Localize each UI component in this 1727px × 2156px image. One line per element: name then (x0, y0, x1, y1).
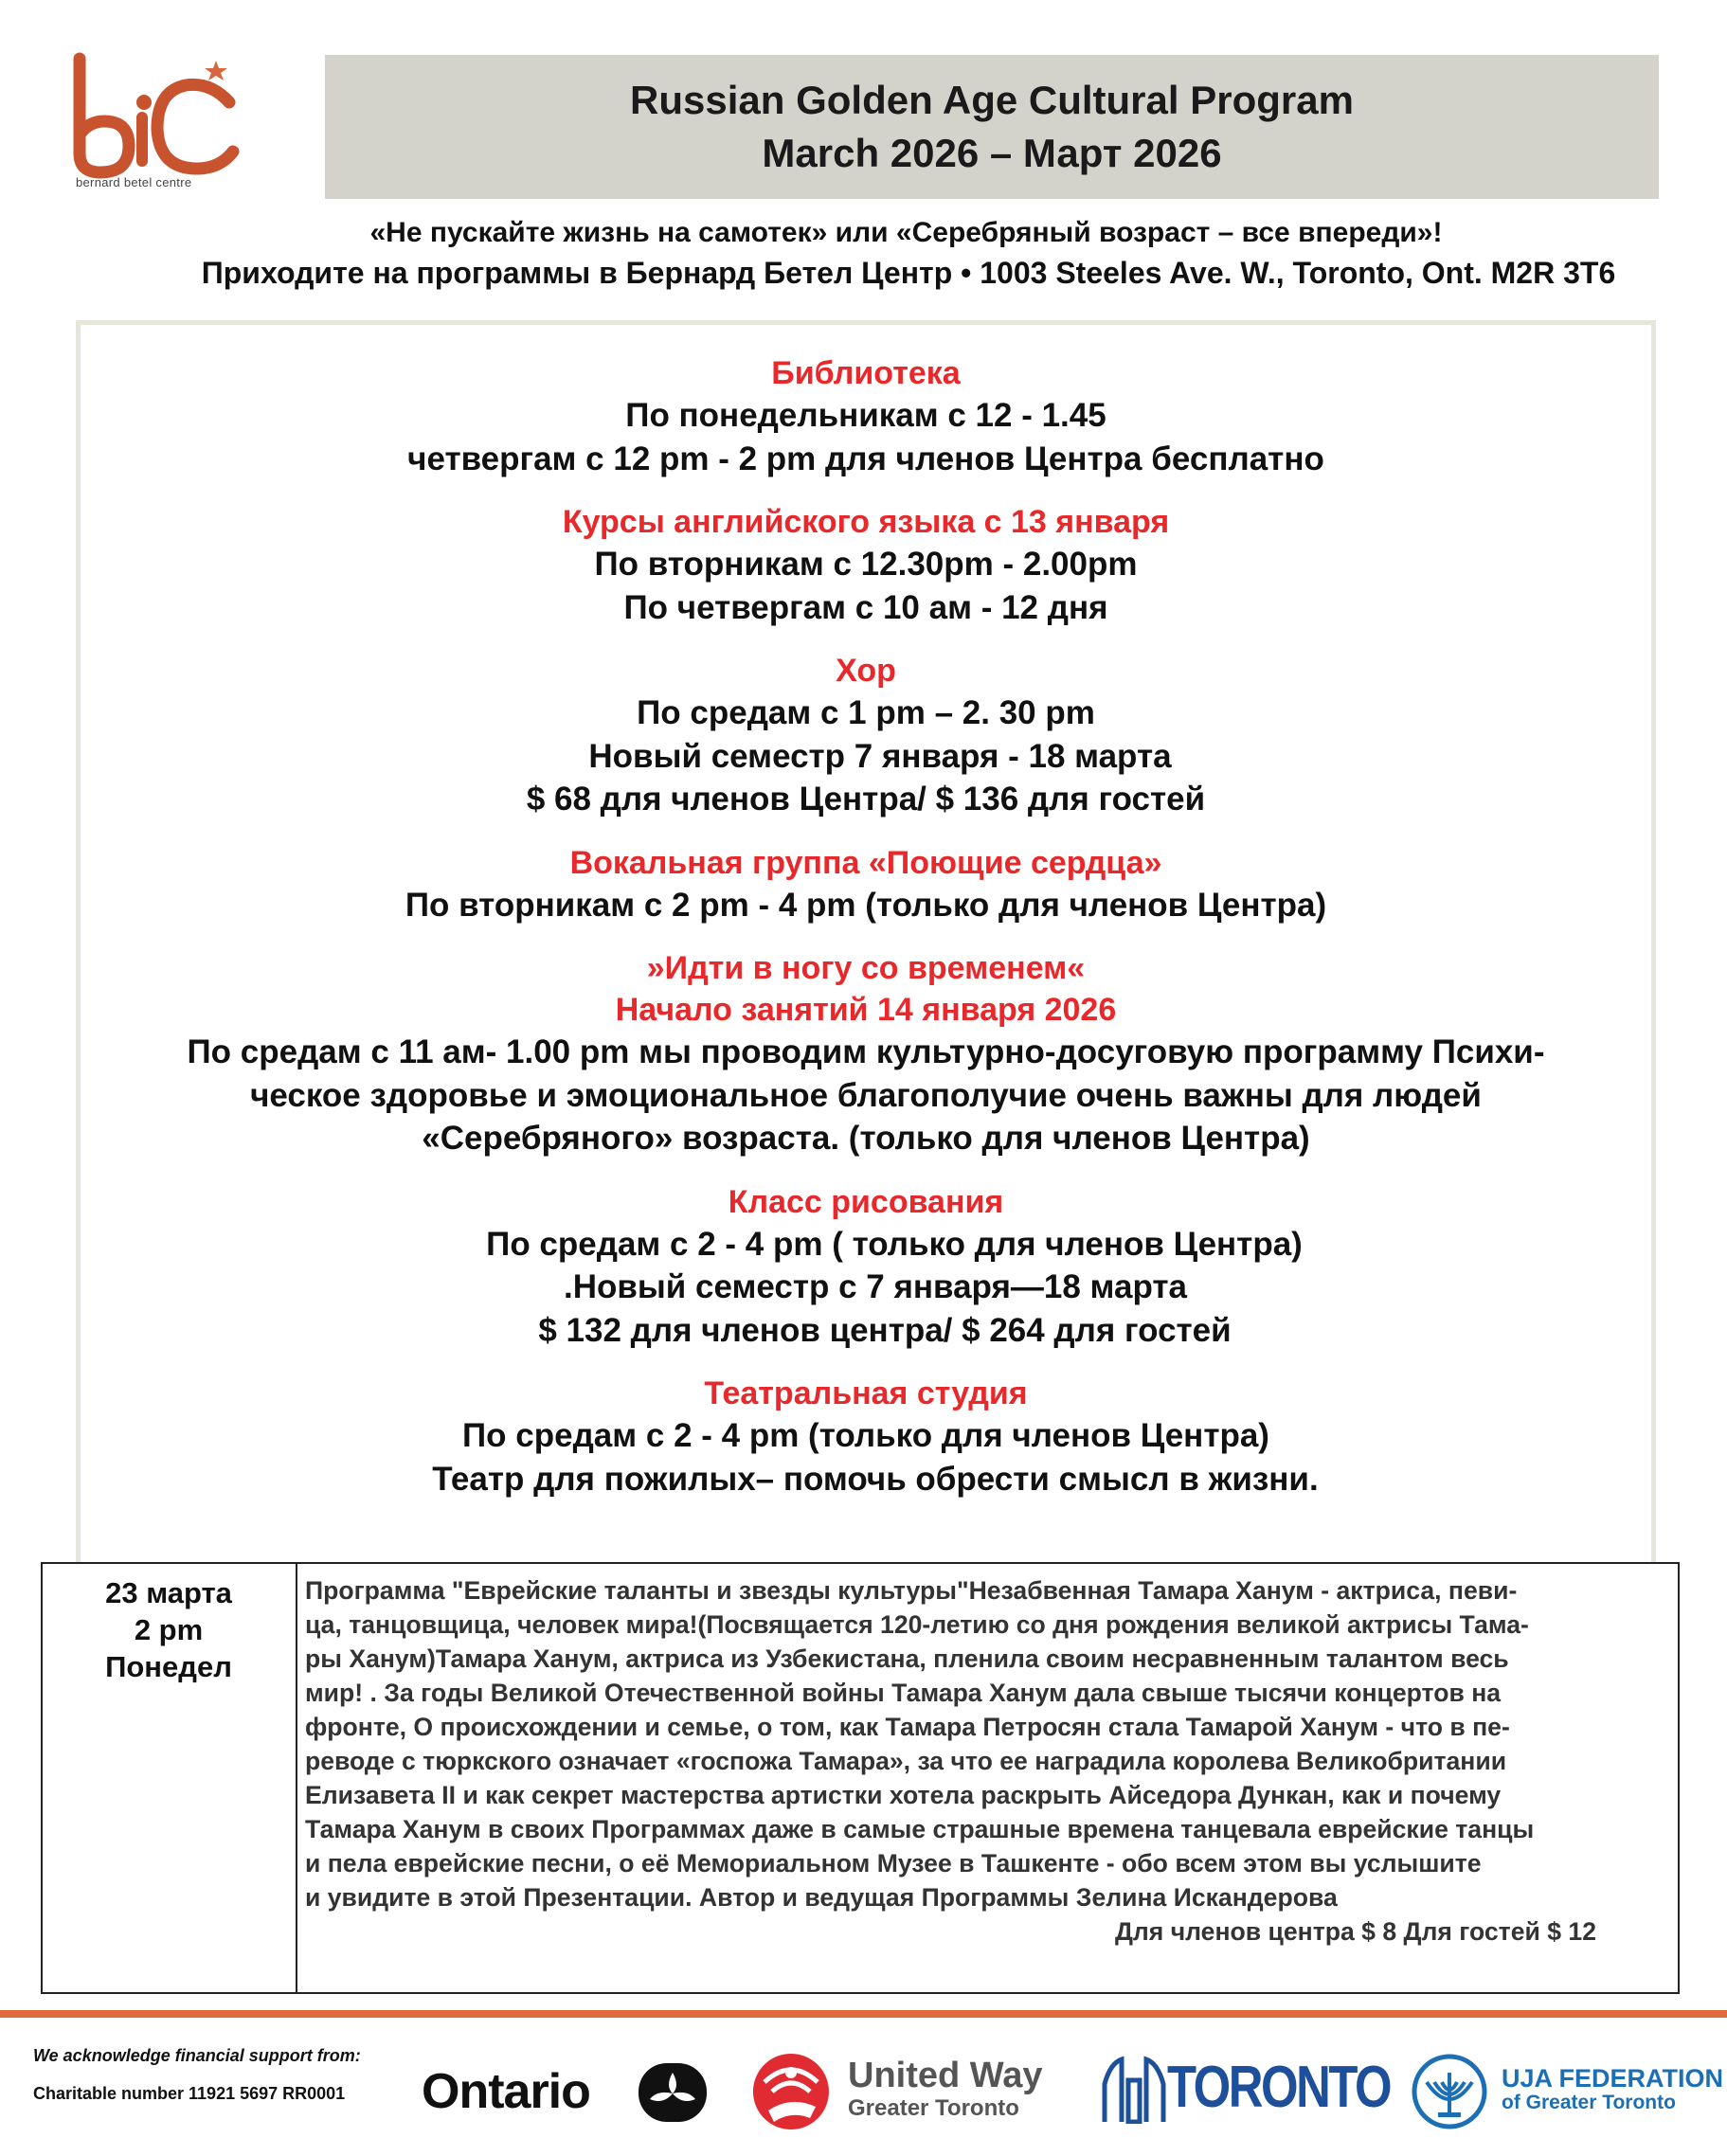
logo-brand-text: bernard betel centre (76, 175, 192, 189)
intro (0, 214, 1727, 294)
uja-name: UJA FEDERATION (1502, 2064, 1724, 2093)
section-line: По средам с 11 ам- 1.00 pm мы проводим культурно-досуговую программу Психи- (187, 1033, 1545, 1070)
united-way-name: United Way (848, 2056, 1043, 2095)
event-description-line: реводе с тюркского означает «госпожа Тамара», за что ее наградила королева Великобритании (305, 1747, 1507, 1775)
uja-menorah-icon (1412, 2054, 1487, 2129)
section-drawing-class (81, 1181, 1651, 1353)
event-description-line: мир! . За годы Великой Отечественной войны Тамара Ханум дала свыше тысячи концертов на (305, 1679, 1502, 1707)
section-vocal-group (81, 842, 1651, 927)
event-date-cell (43, 1574, 295, 1685)
section-english-courses (81, 501, 1651, 629)
uja-federation-text (1502, 2065, 1723, 2114)
event-description-line: ца, танцовщица, человек мира!(Посвящается 120-летию со дня рождения великой актрисы Тама- (305, 1610, 1529, 1639)
acknowledgement-text: We acknowledge financial support from: (33, 2046, 361, 2065)
section-subtitle: Начало занятий 14 января 2026 (615, 992, 1117, 1028)
ontario-logo-text: Ontario (422, 2064, 590, 2119)
united-way-hand-icon (744, 2044, 838, 2139)
united-way-region: Greater Toronto (848, 2095, 1019, 2121)
section-keep-pace (81, 947, 1651, 1160)
event-description-line: и увидите в этой Презентации. Автор и ведущая Программы Зелина Искандерова (305, 1883, 1338, 1912)
intro-address: Приходите на программы в Бернард Бетел Центр • 1003 Steeles Ave. W., Toronto, Ont. M2R 3T6 (201, 256, 1616, 290)
section-title: Театральная студия (704, 1375, 1028, 1411)
section-line: .Новый семестр с 7 января—18 марта (564, 1268, 1187, 1305)
section-choir (81, 650, 1651, 821)
toronto-city-hall-icon (1101, 2056, 1167, 2124)
event-description-line: Елизавета II и как секрет мастерства артистки хотела раскрыть Айседора Дункан, как и почему (305, 1781, 1502, 1809)
section-line: По средам с 2 - 4 pm (только для членов Центра) (462, 1417, 1269, 1454)
section-line: По средам с 2 - 4 pm ( только для членов Центра) (486, 1225, 1303, 1263)
section-title: Хор (836, 653, 896, 689)
section-library (81, 352, 1651, 480)
section-line: $ 68 для членов Центра/ $ 136 для гостей (526, 781, 1206, 817)
header-band (325, 55, 1659, 199)
section-line: «Серебряного» возраста. (только для членов Центра) (422, 1120, 1310, 1157)
section-line: По вторникам с 2 pm - 4 pm (только для членов Центра) (405, 886, 1327, 924)
event-time: 2 pm (134, 1613, 204, 1646)
section-line: Театр для пожилых– помочь обрести смысл в жизни. (432, 1460, 1319, 1498)
programs-list (81, 352, 1651, 1521)
event-day: Понедел (105, 1650, 232, 1683)
section-line: четвергам с 12 pm - 2 pm для членов Центра бесплатно (407, 440, 1324, 477)
event-price: Для членов центра $ 8 Для гостей $ 12 (1114, 1917, 1596, 1946)
event-table-divider (296, 1562, 297, 1994)
program-title: Russian Golden Age Cultural Program (630, 78, 1354, 122)
section-line: ческое здоровье и эмоциональное благополучие очень важны для людей (250, 1076, 1482, 1114)
intro-slogan: «Не пускайте жизнь на самотек» или «Серебряный возраст – все впереди»! (369, 217, 1443, 248)
toronto-logo-text: TORONTO (1167, 2055, 1391, 2120)
section-line: По четвергам с 10 ам - 12 дня (623, 588, 1108, 626)
section-line: $ 132 для членов центра/ $ 264 для гостей (538, 1311, 1232, 1349)
footer-rule (0, 2010, 1727, 2018)
section-title: Курсы английского языка с 13 января (562, 504, 1170, 540)
program-date: March 2026 – Март 2026 (762, 131, 1222, 175)
united-way-text (848, 2056, 1043, 2122)
charitable-number: Charitable number 11921 5697 RR0001 (33, 2084, 346, 2103)
event-description-line: Программа "Еврейские таланты и звезды культуры"Незабвенная Тамара Ханум - актриса, певи- (305, 1576, 1518, 1605)
uja-region: of Greater Toronto (1502, 2092, 1676, 2113)
event-description-line: Тамара Ханум в своих Программах даже в самые страшные времена танцевала еврейские танцы (305, 1815, 1535, 1843)
section-line: По понедельникам с 12 - 1.45 (625, 397, 1106, 434)
section-line: По средам с 1 pm – 2. 30 pm (637, 694, 1095, 731)
section-theater-studio (81, 1373, 1651, 1500)
section-line: Новый семестр 7 января - 18 марта (588, 737, 1172, 775)
event-description-cell (305, 1573, 1677, 1949)
section-line: По вторникам с 12.30pm - 2.00pm (594, 546, 1138, 583)
event-description-line: фронте, О происхождении и семье, о том, как Тамара Петросян стала Тамарой Ханум - что в пе- (305, 1713, 1510, 1741)
ontario-trillium-icon (637, 2061, 709, 2124)
section-title: Класс рисования (728, 1183, 1004, 1220)
section-title: Библиотека (771, 355, 961, 391)
event-description-line: ры Ханум)Тамара Ханум, актриса из Узбекистана, пленила своим несравненным талантом весь (305, 1644, 1509, 1673)
event-date: 23 марта (105, 1576, 232, 1609)
event-description-line: и пела еврейские песни, о её Мемориальном Музее в Ташкенте - обо всем этом вы услышите (305, 1849, 1482, 1878)
section-title: »Идти в ногу со временем« (646, 950, 1086, 986)
section-title: Вокальная группа «Поющие сердца» (569, 844, 1162, 881)
